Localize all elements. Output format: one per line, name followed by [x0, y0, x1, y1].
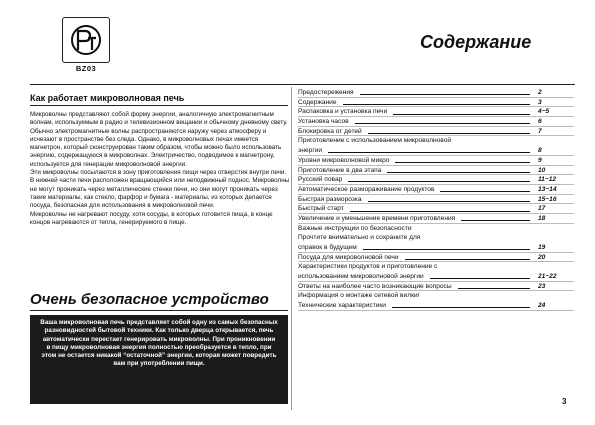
toc-page-number: 3	[538, 98, 542, 106]
toc-row	[298, 175, 574, 185]
toc-row	[298, 224, 574, 234]
toc-row	[298, 214, 574, 224]
toc-entry-label: Информация о монтаже сетевой вилки/	[298, 292, 420, 300]
how-it-works-text	[30, 111, 290, 227]
toc-row	[298, 233, 574, 243]
safety-callout: Ваша микроволновая печь представляет собой одну из самых безопасных разновидностей бытовой техники. Как только дверца открывается, печь автоматически перестает генерировать микроволны. При проникновении в пищу микроволновая энергия полностью преобразуется в тепло, при этом не остается никакой “остаточной” энергии, которая может повредить вам при употреблении пищи.	[30, 315, 288, 404]
toc-entry-label: Предостережения	[298, 89, 354, 96]
toc-row	[298, 282, 574, 292]
paragraph: Микроволны представляют собой форму энергии, аналогичную электромагнитным волнам, используемым в радио и телевизионном вещании и обычному дневному свету. Обычно электромагнитные волны распространяются наружу через атмосферу и исчезают в пространстве без следа. Однако, в микроволновых печах имеется магнетрон, который сконструирован таким образом, чтобы можно было использовать энергию, содержащуюся в микроволнах. Электричество, подводимое к магнетрону, используется для генерации микроволновой энергии.	[30, 111, 288, 168]
header-rule	[30, 84, 575, 85]
toc-page-number: 15~16	[538, 195, 557, 203]
toc-page-number: 11~12	[538, 176, 557, 184]
table-of-contents	[298, 88, 574, 311]
toc-row	[298, 166, 574, 176]
toc-leader-line	[387, 172, 530, 173]
toc-entry-label: Приготовление в два этапа	[298, 166, 382, 174]
toc-row	[298, 195, 574, 205]
toc-leader-line	[458, 288, 530, 289]
toc-leader-line	[392, 307, 530, 308]
toc-leader-line	[328, 152, 530, 153]
toc-page-number: 21~22	[538, 273, 557, 281]
toc-entry-label: Содержание	[298, 98, 337, 106]
toc-row	[298, 243, 574, 253]
toc-entry-label: Установка часов	[298, 118, 349, 126]
toc-leader-line	[393, 114, 530, 115]
toc-leader-line	[395, 162, 530, 163]
toc-row	[298, 127, 574, 137]
toc-page-number: 6	[538, 118, 542, 126]
toc-leader-line	[348, 181, 530, 182]
toc-entry-label: Ответы на наиболее часто возникающие вопросы	[298, 282, 452, 290]
toc-row	[298, 301, 574, 311]
toc-page-number: 4~5	[538, 108, 550, 116]
toc-row	[298, 146, 574, 156]
toc-page-number: 2	[538, 89, 542, 96]
toc-row	[298, 107, 574, 117]
certification-code: BZ03	[75, 64, 97, 73]
toc-leader-line	[405, 259, 530, 260]
toc-page-number: 13~14	[538, 185, 557, 193]
toc-row	[298, 253, 574, 263]
toc-leader-line	[461, 220, 530, 221]
section-rule	[30, 310, 288, 311]
toc-leader-line	[343, 104, 530, 105]
toc-entry-label: Увеличение и уменьшение времени приготовления	[298, 214, 456, 222]
toc-entry-label: энергии	[298, 147, 323, 155]
toc-entry-label: Технические характеристики	[298, 302, 386, 310]
toc-leader-line	[360, 94, 530, 95]
toc-leader-line	[440, 191, 530, 192]
toc-page-number: 17	[538, 205, 546, 213]
toc-entry-label: Автоматическое размораживание продуктов	[298, 185, 435, 193]
toc-row	[298, 88, 574, 98]
toc-leader-line	[350, 211, 530, 212]
toc-entry-label: Распаковка и установка печи	[298, 108, 388, 116]
toc-row	[298, 185, 574, 195]
toc-leader-line	[368, 133, 530, 134]
toc-row	[298, 272, 574, 282]
toc-entry-label: Уровни микроволновой микро	[298, 156, 390, 164]
toc-page-number: 18	[538, 214, 546, 222]
toc-entry-label: Прочтите внимательно и сохраните для	[298, 234, 421, 242]
section-rule	[30, 105, 288, 106]
toc-page-number: 20	[538, 253, 546, 261]
toc-row	[298, 117, 574, 127]
toc-leader-line	[355, 123, 530, 124]
toc-page-number: 23	[538, 282, 546, 290]
certification-logo	[62, 17, 110, 63]
toc-leader-line	[363, 249, 530, 250]
paragraph: Эти микроволны посылаются в зону приготовления пищи через отверстия внутри печи. В нижней части печи расположен вращающийся или неподвижный поднос. Микроволны не могут проникать через металлические стенки печи, но они могут проникать через такие материалы, как стекло, фарфор и бумага - материалы, из которых делается посуда, безопасная для использования в микроволновой печи.	[30, 169, 290, 210]
toc-entry-label: Характеристики продуктов и приготовление с	[298, 263, 438, 271]
toc-row	[298, 262, 574, 272]
toc-entry-label: Быстрый старт	[298, 205, 344, 213]
toc-entry-label: использованием микроволновой энергии	[298, 273, 424, 281]
toc-row	[298, 136, 574, 146]
page-number: 3	[562, 397, 567, 406]
section-title-safety: Очень безопасное устройство	[30, 291, 269, 308]
toc-page-number: 9	[538, 156, 542, 164]
toc-entry-label: Блокировка от детей	[298, 127, 362, 135]
toc-row	[298, 156, 574, 166]
toc-page-number: 10	[538, 166, 546, 174]
toc-leader-line	[430, 278, 530, 279]
toc-entry-label: Быстрая разморозка	[298, 195, 362, 203]
page-title: Содержание	[420, 32, 532, 52]
paragraph: Микроволны не нагревают посуду, хотя сосуды, в которых готовится пища, в конце концов нагреваются от тепла, генерируемого в пище.	[30, 210, 273, 226]
toc-page-number: 19	[538, 244, 546, 251]
pct-mark-icon	[63, 18, 109, 62]
toc-entry-label: Русский повар	[298, 176, 343, 184]
toc-page-number: 8	[538, 147, 542, 155]
toc-entry-label: Посуда для микроволновой печи	[298, 253, 399, 261]
toc-page-number: 7	[538, 127, 542, 135]
column-divider	[291, 87, 292, 410]
toc-page-number: 24	[538, 302, 546, 310]
toc-row	[298, 98, 574, 108]
toc-row	[298, 291, 574, 301]
section-title-how-it-works: Как работает микроволновая печь	[30, 93, 185, 103]
toc-leader-line	[368, 201, 530, 202]
toc-entry-label: Важные инструкции по безопасности	[298, 224, 412, 232]
toc-row	[298, 204, 574, 214]
toc-entry-label: Приготовление с использованием микроволновой	[298, 137, 452, 145]
toc-entry-label: справок в будущем	[298, 244, 357, 251]
